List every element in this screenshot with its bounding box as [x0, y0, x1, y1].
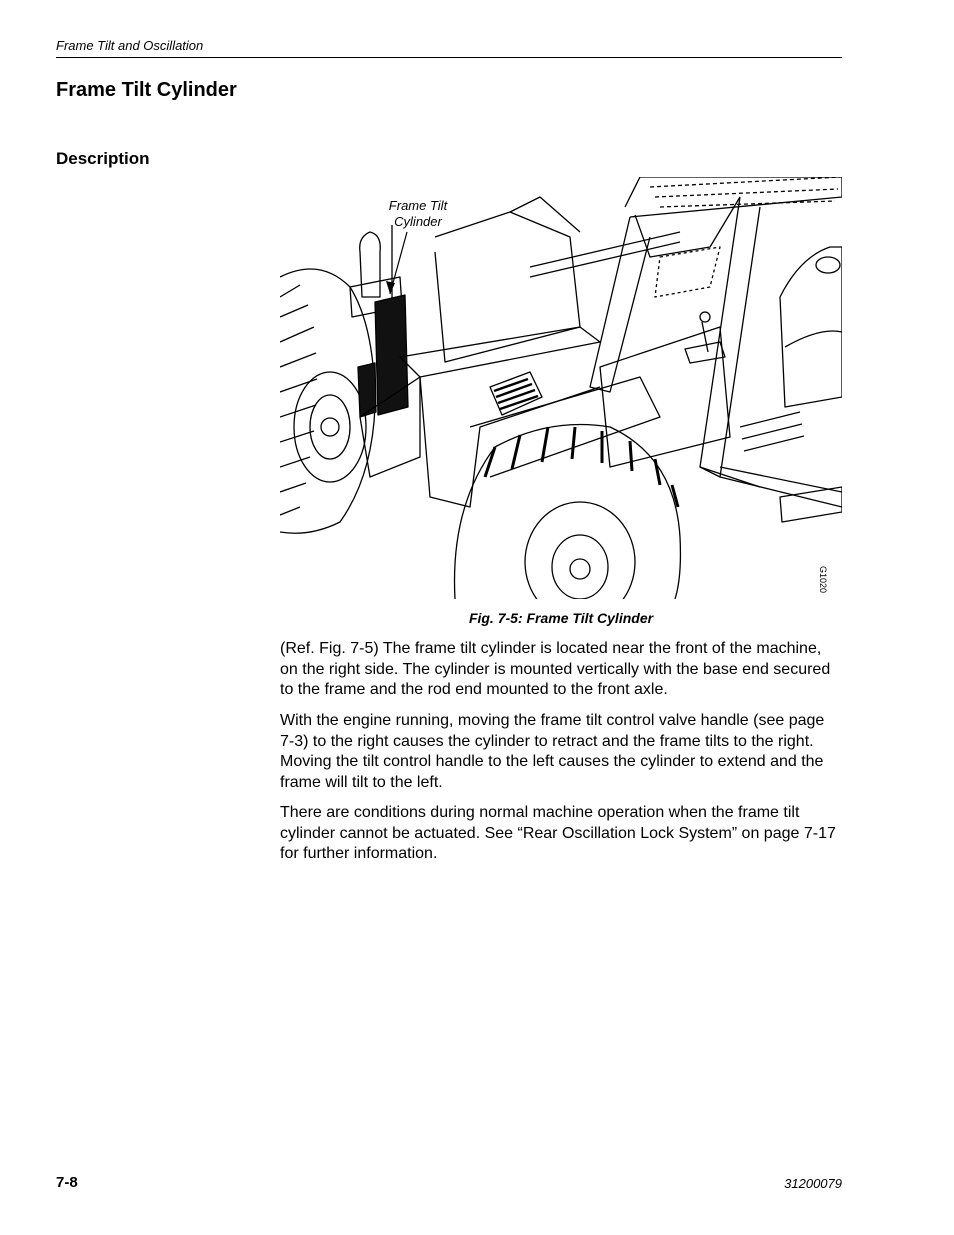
- callout-line-2: Cylinder: [394, 214, 442, 229]
- subsection-title: Description: [56, 149, 150, 168]
- figure-caption: Fig. 7-5: Frame Tilt Cylinder: [468, 610, 654, 626]
- callout-line-1: Frame Tilt: [388, 198, 448, 213]
- body-paragraph: With the engine running, moving the frame tilt control valve handle (see page 7-3) to the right causes the cylinder to retract and the frame tilts to the right. Moving the tilt control handle to the left causes the cylinder to extend and the frame will tilt to the left.: [280, 712, 825, 791]
- running-header: Frame Tilt and Oscillation: [56, 38, 204, 53]
- front-tire-drawing: [455, 425, 681, 600]
- body-paragraph: (Ref. Fig. 7-5) The frame tilt cylinder is located near the front of the machine, on the right side. The cylinder is mounted vertically with the base end secured to the frame and the rod end mounted to the front axle.: [280, 640, 831, 698]
- frame-tilt-cylinder-illustration: [280, 177, 842, 599]
- figure-callout-label: [378, 198, 458, 230]
- page-number: 7-8: [56, 1174, 78, 1191]
- document-number: 31200079: [784, 1176, 842, 1191]
- body-paragraph: There are conditions during normal machine operation when the frame tilt cylinder cannot be actuated. See “Rear Oscillation Lock System” on page 7-17 for further information.: [280, 804, 836, 862]
- figure-id: G1020: [818, 566, 828, 594]
- tilt-cylinder-drawing: [350, 225, 408, 417]
- section-title: Frame Tilt Cylinder: [56, 79, 237, 101]
- operator-cab-drawing: [590, 177, 842, 522]
- header-rule: [56, 57, 842, 58]
